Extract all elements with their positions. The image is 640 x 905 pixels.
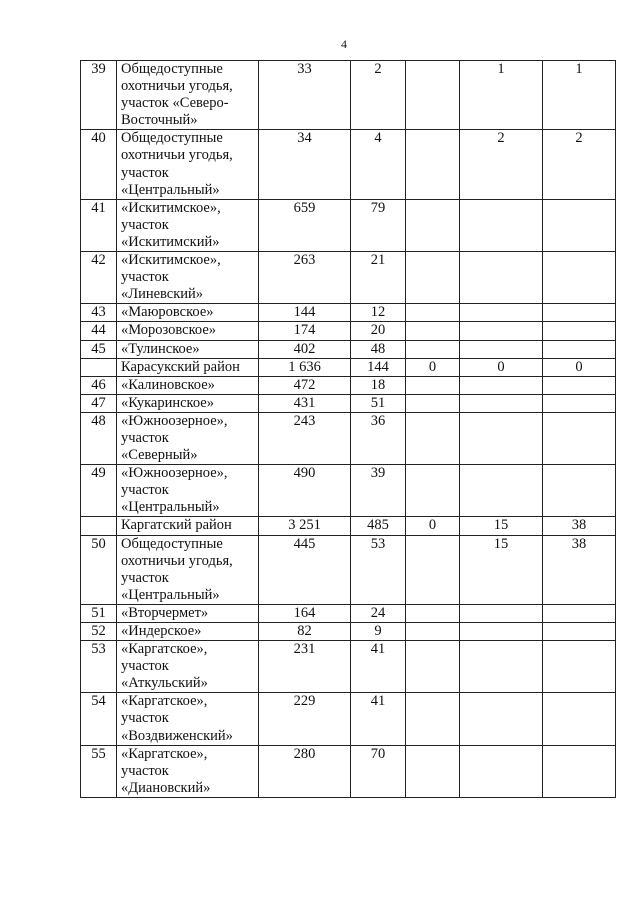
district-total-row <box>81 517 616 535</box>
value-col-5 <box>406 693 460 745</box>
value-col-5: 0 <box>406 358 460 376</box>
table-row <box>81 61 616 130</box>
row-number: 55 <box>81 745 117 797</box>
value-col-3: 280 <box>259 745 351 797</box>
hunting-grounds-table <box>80 60 616 798</box>
value-col-6 <box>460 412 543 464</box>
value-col-5 <box>406 535 460 604</box>
value-col-7 <box>543 376 616 394</box>
value-col-5 <box>406 412 460 464</box>
hunting-ground-name: «Каргатское», участок «Воздвиженский» <box>117 693 259 745</box>
table-row <box>81 693 616 745</box>
value-col-7 <box>543 252 616 304</box>
district-name: Карасукский район <box>117 358 259 376</box>
value-col-6 <box>460 376 543 394</box>
value-col-4: 41 <box>351 641 406 693</box>
hunting-ground-name: «Искитимское», участок «Искитимский» <box>117 199 259 251</box>
value-col-3: 472 <box>259 376 351 394</box>
value-col-6 <box>460 623 543 641</box>
value-col-5 <box>406 745 460 797</box>
value-col-3: 34 <box>259 130 351 199</box>
value-col-6 <box>460 465 543 517</box>
value-col-3: 231 <box>259 641 351 693</box>
hunting-ground-name: «Калиновское» <box>117 376 259 394</box>
value-col-3: 445 <box>259 535 351 604</box>
value-col-6 <box>460 394 543 412</box>
table-row <box>81 641 616 693</box>
row-number: 49 <box>81 465 117 517</box>
value-col-6: 15 <box>460 517 543 535</box>
row-number: 43 <box>81 304 117 322</box>
table-row <box>81 130 616 199</box>
row-number <box>81 517 117 535</box>
row-number: 42 <box>81 252 117 304</box>
value-col-5 <box>406 252 460 304</box>
table-row <box>81 322 616 340</box>
value-col-3: 490 <box>259 465 351 517</box>
value-col-6: 2 <box>460 130 543 199</box>
table-row <box>81 623 616 641</box>
value-col-3: 33 <box>259 61 351 130</box>
value-col-3: 659 <box>259 199 351 251</box>
value-col-3: 402 <box>259 340 351 358</box>
row-number: 51 <box>81 604 117 622</box>
row-number: 53 <box>81 641 117 693</box>
value-col-3: 82 <box>259 623 351 641</box>
value-col-6 <box>460 322 543 340</box>
row-number: 48 <box>81 412 117 464</box>
row-number: 45 <box>81 340 117 358</box>
row-number: 50 <box>81 535 117 604</box>
hunting-ground-name: «Кукаринское» <box>117 394 259 412</box>
value-col-4: 9 <box>351 623 406 641</box>
hunting-ground-name: «Искитимское», участок «Линевский» <box>117 252 259 304</box>
value-col-3: 144 <box>259 304 351 322</box>
row-number <box>81 358 117 376</box>
value-col-5 <box>406 376 460 394</box>
value-col-7 <box>543 340 616 358</box>
value-col-3: 174 <box>259 322 351 340</box>
value-col-6 <box>460 745 543 797</box>
value-col-4: 39 <box>351 465 406 517</box>
value-col-7 <box>543 412 616 464</box>
hunting-ground-name: «Каргатское», участок «Диановский» <box>117 745 259 797</box>
value-col-5 <box>406 465 460 517</box>
hunting-ground-name: «Тулинское» <box>117 340 259 358</box>
value-col-6 <box>460 199 543 251</box>
row-number: 41 <box>81 199 117 251</box>
value-col-5 <box>406 199 460 251</box>
value-col-5 <box>406 604 460 622</box>
value-col-4: 12 <box>351 304 406 322</box>
value-col-7 <box>543 745 616 797</box>
table-row <box>81 199 616 251</box>
value-col-4: 48 <box>351 340 406 358</box>
table-row <box>81 252 616 304</box>
value-col-3: 431 <box>259 394 351 412</box>
value-col-5 <box>406 641 460 693</box>
value-col-6 <box>460 304 543 322</box>
hunting-ground-name: «Индерское» <box>117 623 259 641</box>
value-col-7: 0 <box>543 358 616 376</box>
value-col-7: 2 <box>543 130 616 199</box>
value-col-6 <box>460 693 543 745</box>
value-col-4: 53 <box>351 535 406 604</box>
value-col-6: 1 <box>460 61 543 130</box>
value-col-4: 4 <box>351 130 406 199</box>
value-col-7 <box>543 693 616 745</box>
value-col-3: 3 251 <box>259 517 351 535</box>
value-col-6: 15 <box>460 535 543 604</box>
value-col-5 <box>406 130 460 199</box>
row-number: 44 <box>81 322 117 340</box>
table-row <box>81 394 616 412</box>
value-col-5 <box>406 61 460 130</box>
row-number: 40 <box>81 130 117 199</box>
value-col-3: 229 <box>259 693 351 745</box>
value-col-5: 0 <box>406 517 460 535</box>
value-col-7 <box>543 604 616 622</box>
value-col-4: 24 <box>351 604 406 622</box>
value-col-4: 51 <box>351 394 406 412</box>
value-col-7 <box>543 623 616 641</box>
table-row <box>81 535 616 604</box>
value-col-7: 38 <box>543 517 616 535</box>
value-col-4: 18 <box>351 376 406 394</box>
value-col-7 <box>543 304 616 322</box>
hunting-ground-name: «Маюровское» <box>117 304 259 322</box>
value-col-7 <box>543 465 616 517</box>
row-number: 52 <box>81 623 117 641</box>
value-col-4: 20 <box>351 322 406 340</box>
table-row <box>81 604 616 622</box>
value-col-3: 243 <box>259 412 351 464</box>
value-col-5 <box>406 304 460 322</box>
row-number: 54 <box>81 693 117 745</box>
table-row <box>81 376 616 394</box>
value-col-6 <box>460 340 543 358</box>
table-row <box>81 412 616 464</box>
value-col-4: 21 <box>351 252 406 304</box>
value-col-4: 79 <box>351 199 406 251</box>
value-col-7 <box>543 641 616 693</box>
value-col-5 <box>406 623 460 641</box>
table-row <box>81 465 616 517</box>
value-col-7 <box>543 394 616 412</box>
value-col-5 <box>406 394 460 412</box>
hunting-ground-name: «Морозовское» <box>117 322 259 340</box>
value-col-7 <box>543 322 616 340</box>
table-row <box>81 745 616 797</box>
value-col-3: 263 <box>259 252 351 304</box>
hunting-ground-name: «Каргатское», участок «Аткульский» <box>117 641 259 693</box>
table-body <box>81 61 616 798</box>
value-col-7: 1 <box>543 61 616 130</box>
hunting-ground-name: «Южноозерное», участок «Центральный» <box>117 465 259 517</box>
row-number: 46 <box>81 376 117 394</box>
value-col-3: 164 <box>259 604 351 622</box>
hunting-ground-name: Общедоступные охотничьи угодья, участок «Центральный» <box>117 130 259 199</box>
value-col-4: 70 <box>351 745 406 797</box>
table-row <box>81 340 616 358</box>
hunting-ground-name: «Вторчермет» <box>117 604 259 622</box>
value-col-6 <box>460 604 543 622</box>
hunting-ground-name: Общедоступные охотничьи угодья, участок «Северо- Восточный» <box>117 61 259 130</box>
value-col-6 <box>460 252 543 304</box>
hunting-ground-name: Общедоступные охотничьи угодья, участок «Центральный» <box>117 535 259 604</box>
value-col-6 <box>460 641 543 693</box>
row-number: 39 <box>81 61 117 130</box>
district-name: Каргатский район <box>117 517 259 535</box>
value-col-4: 36 <box>351 412 406 464</box>
page-number: 4 <box>341 37 347 51</box>
value-col-4: 485 <box>351 517 406 535</box>
value-col-4: 2 <box>351 61 406 130</box>
value-col-5 <box>406 340 460 358</box>
value-col-6: 0 <box>460 358 543 376</box>
value-col-4: 41 <box>351 693 406 745</box>
row-number: 47 <box>81 394 117 412</box>
value-col-7: 38 <box>543 535 616 604</box>
table-row <box>81 304 616 322</box>
value-col-4: 144 <box>351 358 406 376</box>
value-col-7 <box>543 199 616 251</box>
value-col-5 <box>406 322 460 340</box>
value-col-3: 1 636 <box>259 358 351 376</box>
hunting-ground-name: «Южноозерное», участок «Северный» <box>117 412 259 464</box>
district-total-row <box>81 358 616 376</box>
